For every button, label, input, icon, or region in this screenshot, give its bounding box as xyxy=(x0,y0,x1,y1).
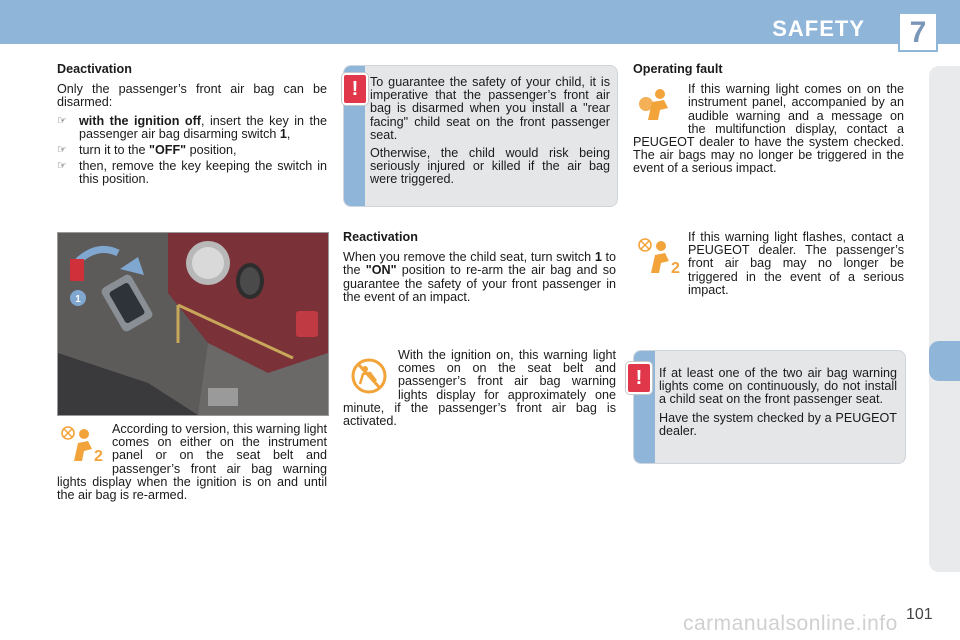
reactivation-t3: position to re-arm the air bag and so guarantee the safety of your front passenger in the event of an impact. xyxy=(343,263,616,304)
svg-text:2: 2 xyxy=(94,448,103,465)
exclamation-icon: ! xyxy=(626,362,652,394)
dashboard-photo xyxy=(57,232,329,416)
list-item xyxy=(57,115,327,141)
warning-bottom-p2: Have the system checked by a PEUGEOT dealer. xyxy=(659,410,897,438)
bullet-text: then, remove the key keeping the switch in this position. xyxy=(79,159,327,187)
exclamation-icon: ! xyxy=(342,73,368,105)
airbag-fault-icon xyxy=(638,88,678,124)
deactivation-heading: Deactivation xyxy=(57,62,132,76)
reactivation-b2: "ON" xyxy=(365,263,397,278)
side-tab-active xyxy=(929,341,960,381)
warning-bottom-text xyxy=(659,367,897,443)
page-number: 101 xyxy=(906,606,933,623)
bullet-text: position, xyxy=(186,143,237,158)
seatbelt-note xyxy=(343,349,616,428)
photo-callout-label: 1 xyxy=(75,294,81,305)
reactivation-t2: to the xyxy=(343,250,616,278)
hand-pointer-icon: ☞ xyxy=(57,114,67,127)
operating-fault-p1: If this warning light comes on on the instrument panel, accompanied by an audible warning and a message on the multifunction display, contact a PEUGEOT dealer to have the system checked. The air bags may no longer be triggered in the event of a serious impact. xyxy=(633,82,904,176)
chapter-number: 7 xyxy=(909,16,927,49)
warning-box-top xyxy=(343,65,618,207)
list-item xyxy=(57,144,327,157)
reactivation-text xyxy=(343,251,616,304)
page-title: SAFETY xyxy=(772,16,865,41)
warning-top-p2: Otherwise, the child would risk being seriously injured or killed if the air bag were triggered. xyxy=(370,146,610,187)
warning-top-text xyxy=(370,76,610,192)
icon-spacer xyxy=(343,349,398,401)
warning-box-bottom xyxy=(633,350,906,464)
deactivation-section xyxy=(57,63,327,190)
reactivation-t1: When you remove the child seat, turn switch xyxy=(343,250,595,265)
reactivation-section xyxy=(343,231,616,309)
watermark: carmanualsonline.info xyxy=(683,612,898,635)
version-note xyxy=(57,423,327,502)
version-note-text: According to version, this warning light comes on either on the instrument panel or on the seat belt and passenger’s front air bag warning lights display when the ignition is on and until the air bag is re-armed. xyxy=(57,422,327,503)
bullet-text: turn it to the xyxy=(79,143,150,158)
hand-pointer-icon: ☞ xyxy=(57,160,67,173)
bullet-text: , insert the key in the passenger air bag disarming switch xyxy=(79,113,327,141)
bullet-bold: "OFF" xyxy=(149,143,187,158)
hand-pointer-icon: ☞ xyxy=(57,144,67,157)
warning-bottom-p1: If at least one of the two air bag warning lights come on continuously, do not install a child seat on the front passenger seat. xyxy=(659,366,897,407)
chapter-badge xyxy=(898,12,938,52)
reactivation-b1: 1 xyxy=(594,250,602,265)
list-item xyxy=(57,160,327,186)
bullet-bold: with the ignition off xyxy=(79,113,201,128)
airbag-off-icon xyxy=(637,237,681,277)
flashing-note: If this warning light flashes, contact a PEUGEOT dealer. The passenger’s front air bag may no longer be triggered in the event of a serious impact. xyxy=(688,230,904,297)
warning-top-p1: To guarantee the safety of your child, it is imperative that the passenger’s front air bag is disarmed when you install a "rear facing" child seat on the front passenger seat. xyxy=(370,75,610,142)
icon-spacer xyxy=(57,423,112,475)
side-tab xyxy=(929,66,960,572)
bullet-text: , xyxy=(286,126,291,141)
bullet-bold: 1 xyxy=(279,126,287,141)
operating-fault-heading: Operating fault xyxy=(633,62,723,76)
svg-text:2: 2 xyxy=(671,260,680,277)
reactivation-heading: Reactivation xyxy=(343,230,418,244)
deactivation-intro: Only the passenger’s front air bag can be disarmed: xyxy=(57,82,327,110)
seatbelt-note-text: With the ignition on, this warning light comes on on the seat belt and passenger’s front air bag warning lights display for approximately one minute, if the passenger’s front air bag is activated. xyxy=(343,348,616,429)
